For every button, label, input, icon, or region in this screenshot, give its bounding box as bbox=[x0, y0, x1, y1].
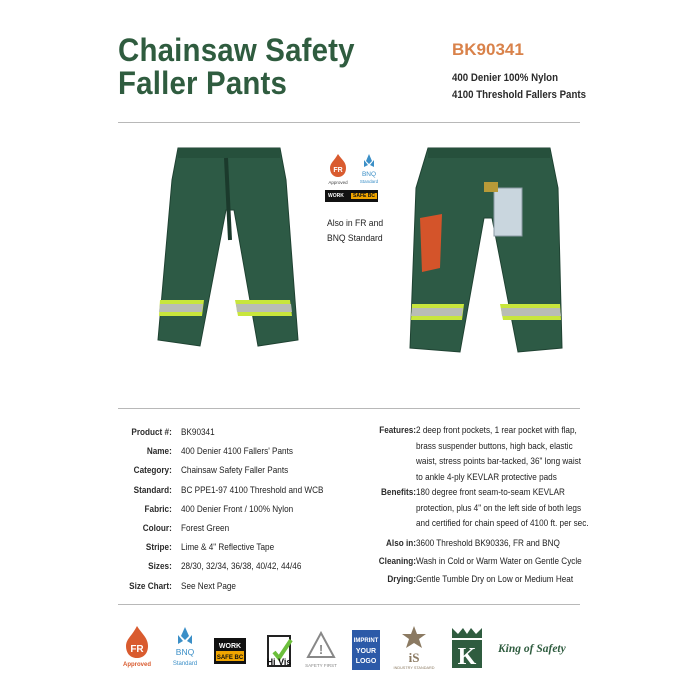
spec-label: Colour: bbox=[142, 522, 172, 534]
pants-front-image bbox=[130, 140, 330, 380]
also-in-value: 3600 Threshold BK90336, FR and BNQ bbox=[416, 537, 560, 549]
worksafe-bc-icon: WORK SAFE BC bbox=[325, 190, 378, 202]
spec-value: Forest Green bbox=[181, 522, 230, 534]
bnq-standard-icon bbox=[355, 152, 383, 191]
svg-text:Hi Vis: Hi Vis bbox=[266, 657, 292, 667]
benefits-line: 180 degree front seam-to-seam KEVLAR bbox=[416, 487, 565, 498]
svg-text:IMPRINT: IMPRINT bbox=[353, 638, 379, 644]
product-code: BK90341 bbox=[452, 40, 524, 59]
svg-text:YOUR: YOUR bbox=[355, 648, 377, 655]
king-of-safety-text: King of Safety bbox=[498, 643, 566, 655]
bnq-standard-logo-icon bbox=[168, 624, 202, 668]
svg-text:K: K bbox=[457, 644, 477, 670]
title-line-2: Faller Pants bbox=[118, 65, 288, 101]
drying-value: Gentle Tumble Dry on Low or Medium Heat bbox=[416, 573, 574, 585]
also-available-note: Also in FR and BNQ Standard bbox=[327, 218, 384, 244]
svg-text:WORK: WORK bbox=[218, 643, 242, 650]
svg-text:!: ! bbox=[318, 642, 324, 657]
footer-logos bbox=[0, 622, 700, 682]
svg-text:BNQ: BNQ bbox=[175, 647, 195, 657]
subtitle-line-1: 400 Denier 100% Nylon bbox=[452, 72, 558, 84]
spec-value: Chainsaw Safety Faller Pants bbox=[181, 465, 289, 477]
industry-standard-logo-icon bbox=[393, 624, 435, 670]
spec-label: Name: bbox=[146, 446, 172, 458]
spec-label: Fabric: bbox=[144, 503, 172, 515]
spec-value: See Next Page bbox=[181, 580, 236, 592]
spec-value: Lime & 4" Reflective Tape bbox=[181, 542, 275, 554]
subtitle-line-2: 4100 Threshold Fallers Pants bbox=[452, 89, 586, 101]
also-in-label: Also in: bbox=[386, 537, 416, 549]
benefits-line: protection, plus 4" on the left side of both legs bbox=[416, 502, 582, 514]
spec-value: 28/30, 32/34, 36/38, 40/42, 44/46 bbox=[181, 561, 302, 573]
features-line: waist, stress points bar-tacked, 36" long waist bbox=[416, 456, 582, 467]
features-line: 2 deep front pockets, 1 rear pocket with flap, bbox=[416, 425, 577, 436]
svg-text:iS: iS bbox=[408, 650, 420, 665]
fr-approved-icon bbox=[324, 152, 352, 191]
product-title bbox=[118, 34, 394, 100]
divider-bottom bbox=[118, 604, 580, 605]
pants-back-image bbox=[388, 138, 588, 378]
worksafe-bc-logo-icon bbox=[214, 638, 246, 664]
svg-text:INDUSTRY STANDARD: INDUSTRY STANDARD bbox=[393, 666, 435, 670]
benefits-label: Benefits: bbox=[381, 487, 416, 498]
specs-right-values bbox=[416, 423, 597, 589]
specs-left-labels bbox=[60, 423, 172, 596]
svg-text:Approved: Approved bbox=[328, 180, 348, 185]
divider-mid bbox=[118, 408, 580, 409]
svg-text:SAFETY FIRST: SAFETY FIRST bbox=[305, 663, 337, 668]
cleaning-value: Wash in Cold or Warm Water on Gentle Cycle bbox=[416, 555, 582, 567]
svg-text:BNQ: BNQ bbox=[361, 171, 377, 178]
svg-text:FR: FR bbox=[333, 167, 343, 174]
svg-text:SAFE BC: SAFE BC bbox=[216, 655, 244, 661]
king-of-safety-k-logo-icon bbox=[450, 626, 484, 670]
features-label: Features: bbox=[379, 425, 416, 436]
spec-value: BK90341 bbox=[181, 427, 215, 438]
spec-label: Product #: bbox=[131, 427, 172, 438]
spec-label: Standard: bbox=[133, 484, 172, 496]
spec-value: 400 Denier 4100 Fallers' Pants bbox=[181, 446, 293, 458]
spec-value: 400 Denier Front / 100% Nylon bbox=[181, 503, 294, 515]
spec-label: Stripe: bbox=[145, 542, 172, 554]
spec-label: Category: bbox=[133, 465, 172, 477]
svg-text:LOGO: LOGO bbox=[355, 658, 377, 665]
drying-label: Drying: bbox=[387, 573, 416, 585]
imprint-your-logo-icon bbox=[352, 630, 380, 670]
specs-right-labels bbox=[330, 423, 416, 589]
svg-text:FR: FR bbox=[130, 644, 144, 655]
title-line-1: Chainsaw Safety bbox=[118, 32, 355, 68]
features-line: to ankle 4-ply KEVLAR protective pads bbox=[416, 471, 557, 483]
spec-label: Size Chart: bbox=[129, 580, 172, 592]
features-line: brass suspender buttons, high back, elastic bbox=[416, 440, 573, 452]
svg-text:Approved: Approved bbox=[122, 662, 152, 668]
cleaning-label: Cleaning: bbox=[378, 555, 416, 567]
spec-label: Sizes: bbox=[148, 561, 172, 573]
svg-text:Standard: Standard bbox=[359, 179, 379, 184]
fr-approved-logo-icon bbox=[120, 624, 154, 668]
divider-top bbox=[118, 122, 580, 123]
safety-first-logo-icon bbox=[306, 630, 336, 670]
spec-value: BC PPE1-97 4100 Threshold and WCB bbox=[181, 484, 324, 496]
hi-vis-logo-icon bbox=[262, 632, 296, 670]
benefits-line: and certified for chain speed of 4100 ft. per sec. bbox=[416, 518, 589, 529]
svg-text:Standard: Standard bbox=[172, 661, 198, 667]
